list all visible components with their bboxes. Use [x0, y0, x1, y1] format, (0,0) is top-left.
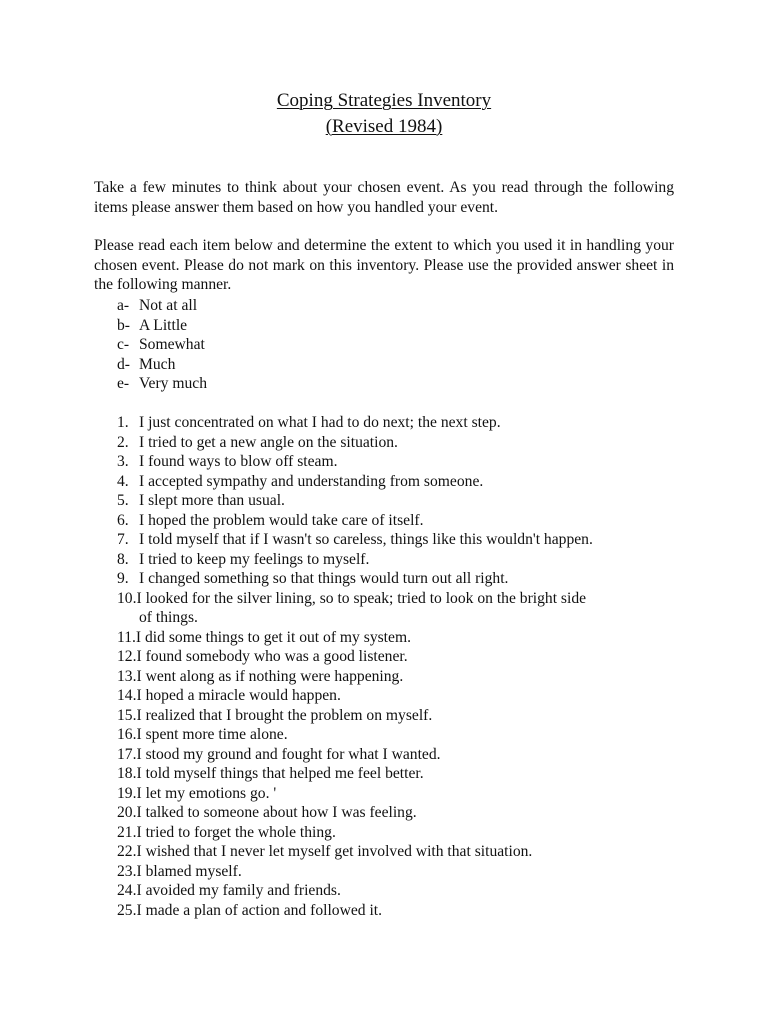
scale-label: Not at all [139, 297, 198, 314]
inventory-item [117, 823, 697, 843]
inventory-item [117, 725, 697, 745]
item-number: 8. [117, 550, 129, 568]
inventory-item [117, 901, 697, 921]
scale-label: Somewhat [139, 336, 205, 354]
inventory-item [117, 628, 697, 648]
item-text: I realized that I brought the problem on myself. [136, 706, 433, 724]
item-number: 10. [117, 589, 137, 607]
document-subtitle: (Revised 1984) [325, 116, 443, 137]
item-text: I looked for the silver lining, so to speak; tried to look on the bright side [136, 589, 587, 607]
item-text: I tried to forget the whole thing. [136, 823, 336, 841]
item-number: 3. [117, 453, 129, 470]
scale-letter: e- [117, 375, 130, 393]
item-text: I let my emotions go. ' [136, 784, 277, 802]
item-text: I tried to get a new angle on the situation. [139, 433, 398, 451]
inventory-item [117, 569, 697, 589]
inventory-item [117, 647, 697, 667]
inventory-item [117, 745, 697, 765]
item-text: I just concentrated on what I had to do next; the next step. [139, 414, 501, 431]
item-text: I went along as if nothing were happening. [136, 667, 404, 685]
item-text: I stood my ground and fought for what I wanted. [136, 745, 441, 763]
item-number: 6. [117, 511, 129, 529]
inventory-item [117, 472, 697, 492]
item-number: 15. [117, 706, 137, 724]
item-text: I avoided my family and friends. [136, 882, 341, 899]
item-text: I accepted sympathy and understanding from someone. [139, 472, 484, 490]
item-number: 17. [117, 745, 137, 763]
scale-label: A Little [139, 316, 188, 334]
inventory-item [117, 667, 697, 687]
inventory-item [117, 491, 697, 511]
item-number: 19. [117, 784, 137, 802]
item-text: I talked to someone about how I was feeling. [136, 804, 417, 821]
item-number: 13. [117, 667, 137, 685]
item-text: I found ways to blow off steam. [139, 453, 338, 470]
item-number: 24. [117, 882, 137, 899]
inventory-item [117, 686, 697, 706]
item-number: 11. [117, 628, 136, 646]
item-number: 12. [117, 648, 137, 665]
response-scale-list [117, 296, 207, 394]
item-text: I did some things to get it out of my system. [135, 628, 411, 646]
item-number: 23. [117, 862, 137, 880]
scale-letter: a- [117, 297, 130, 314]
item-text: I hoped the problem would take care of itself. [139, 511, 424, 529]
item-text: I changed something so that things would turn out all right. [139, 570, 509, 587]
scale-item [117, 335, 207, 355]
item-text: I told myself things that helped me feel better. [136, 765, 424, 782]
item-number: 22. [117, 843, 137, 860]
scale-label: Much [139, 355, 176, 373]
inventory-item [117, 413, 697, 433]
item-number: 1. [117, 414, 129, 431]
scale-letter: b- [117, 316, 130, 334]
inventory-item [117, 511, 697, 531]
instructions-paragraph: Please read each item below and determine the extent to which you used it in handling your chosen event. Please do not mark on this inventory. Please use the provided answer sheet in the following manner. [94, 237, 674, 294]
inventory-item [117, 764, 697, 784]
inventory-items-list [117, 413, 697, 920]
scale-item [117, 374, 207, 394]
item-text: I slept more than usual. [139, 492, 285, 509]
scale-letter: c- [117, 336, 130, 354]
inventory-item [117, 530, 697, 550]
scale-item [117, 316, 207, 336]
inventory-item [117, 784, 697, 804]
item-number: 5. [117, 492, 129, 509]
inventory-item [117, 433, 697, 453]
item-text-continuation: of things. [139, 609, 198, 626]
item-number: 16. [117, 726, 137, 743]
inventory-item [117, 803, 697, 823]
scale-item [117, 355, 207, 375]
item-number: 7. [117, 531, 129, 548]
item-text: I found somebody who was a good listener. [136, 648, 408, 665]
inventory-item [117, 881, 697, 901]
item-number: 2. [117, 433, 129, 451]
scale-item [117, 296, 207, 316]
item-text: I blamed myself. [136, 862, 242, 880]
inventory-item [117, 706, 697, 726]
item-number: 4. [117, 472, 129, 490]
item-text: I spent more time alone. [136, 726, 288, 743]
item-text: I wished that I never let myself get involved with that situation. [136, 843, 533, 860]
inventory-item [117, 589, 697, 628]
scale-label: Very much [139, 375, 207, 393]
inventory-item [117, 862, 697, 882]
item-number: 20. [117, 804, 137, 821]
item-number: 9. [117, 570, 129, 587]
item-text: I tried to keep my feelings to myself. [139, 550, 370, 568]
item-text: I hoped a miracle would happen. [136, 687, 341, 704]
scale-letter: d- [117, 355, 130, 373]
inventory-item [117, 842, 697, 862]
inventory-item [117, 550, 697, 570]
document-title: Coping Strategies Inventory [276, 90, 492, 111]
item-text: I made a plan of action and followed it. [136, 901, 383, 919]
intro-paragraph: Take a few minutes to think about your chosen event. As you read through the following items please answer them based on how you handled your event. [94, 179, 674, 216]
item-number: 21. [117, 823, 137, 841]
item-number: 18. [117, 765, 137, 782]
item-number: 14. [117, 687, 137, 704]
item-number: 25. [117, 901, 137, 919]
item-text: I told myself that if I wasn't so careless, things like this wouldn't happen. [139, 531, 593, 548]
inventory-item [117, 452, 697, 472]
